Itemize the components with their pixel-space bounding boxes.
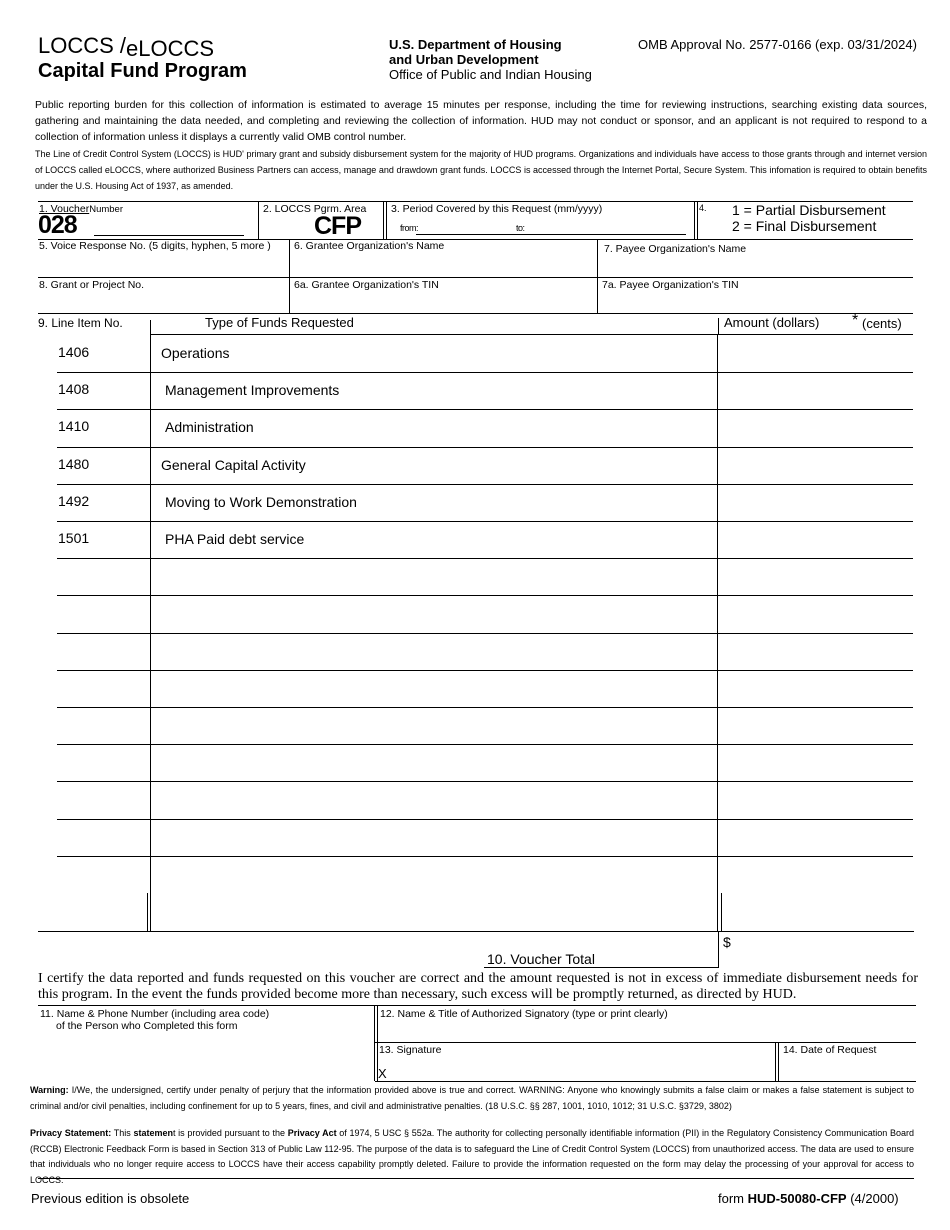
period-covered-label: 3. Period Covered by this Request (mm/yyyy) <box>391 203 603 215</box>
table-row <box>57 409 913 447</box>
line-item-amount[interactable] <box>720 634 913 669</box>
col-type-of-funds: Type of Funds Requested <box>205 315 354 330</box>
voucher-number-label: 1. VoucherNumber <box>39 203 123 215</box>
payee-name-field[interactable] <box>598 240 913 276</box>
dollar-sign: $ <box>723 934 731 950</box>
line-item-header <box>38 314 913 334</box>
certification-statement: I certify the data reported and funds requested on this voucher are correct and the amount requested is not in excess of immediate disbursement needs for this program. In the event the funds provided become more than necessary, such excess will be promptly returned, as directed by HUD. <box>38 971 918 1002</box>
table-row <box>57 521 913 558</box>
disbursement-type-label: 4. <box>699 203 707 213</box>
warning-statement: Warning: I/We, the undersigned, certify under penalty of perjury that the information provided above is true and correct. WARNING: Anyone who knowingly submits a false claim or makes a false statement is subject to criminal and/or civil penalties, including confinement for up to 5 years, fines, and civil and administrative penalties. (18 U.S.C. §§ 287, 1001, 1010, 1012; 31 U.S.C. §3729, 3802) <box>30 1085 914 1111</box>
line-item-type: General Capital Activity <box>161 457 306 473</box>
date-of-request-field[interactable] <box>780 1043 916 1080</box>
title-loccs: LOCCS / <box>38 33 127 58</box>
table-row <box>57 595 913 633</box>
dept-line-2: and Urban Development <box>389 52 539 67</box>
grant-number-label: 8. Grant or Project No. <box>39 279 145 291</box>
date-of-request-label: 14. Date of Request <box>783 1044 877 1056</box>
line-item-number: 1480 <box>58 456 90 472</box>
line-item-type: Moving to Work Demonstration <box>165 494 357 510</box>
burden-statement: Public reporting burden for this collection of information is estimated to average 15 minutes per response, including the time for reviewing instructions, searching existing data sources, gathering and maintaining the data needed, and completing and reviewing the collection of information. HUD may not conduct or sponsor, and an applicant is not required to respond to a collection of information unless it displays a currently valid OMB control number. <box>35 99 927 143</box>
signature-mark: X <box>378 1066 387 1081</box>
grantee-name-label: 6. Grantee Organization's Name <box>294 240 445 252</box>
signatory-field[interactable] <box>380 1006 916 1041</box>
table-row <box>57 819 913 856</box>
table-row <box>57 707 913 744</box>
grantee-name-field[interactable] <box>290 240 596 276</box>
line-item-number: 1492 <box>58 493 90 509</box>
line-item-amount[interactable] <box>720 708 913 743</box>
table-row <box>57 744 913 781</box>
voucher-total-amount[interactable] <box>723 934 913 964</box>
table-row <box>57 372 913 409</box>
line-item-amount[interactable] <box>720 336 913 371</box>
line-item-amount[interactable] <box>720 448 913 483</box>
table-row <box>57 335 913 372</box>
line-item-amount[interactable] <box>720 410 913 446</box>
line-item-amount[interactable] <box>720 857 913 892</box>
dept-line-3: Office of Public and Indian Housing <box>389 67 592 82</box>
title-eloccs: eLOCCS <box>126 36 215 61</box>
signature-label: 13. Signature <box>379 1044 442 1056</box>
name-phone-label-line1: 11. Name & Phone Number (including area code) <box>40 1008 270 1020</box>
voice-response-field[interactable] <box>38 240 288 276</box>
obsolete-notice: Previous edition is obsolete <box>31 1191 190 1206</box>
voucher-number-field[interactable] <box>38 202 256 238</box>
omb-approval: OMB Approval No. 2577-0166 (exp. 03/31/2024) <box>638 37 917 52</box>
disbursement-option-final: 2 = Final Disbursement <box>732 218 877 234</box>
signature-field[interactable] <box>378 1043 773 1080</box>
line-item-number: 1501 <box>58 530 90 546</box>
table-row <box>57 447 913 484</box>
table-row <box>57 484 913 521</box>
department-name <box>389 37 592 82</box>
table-row <box>57 856 913 893</box>
form-title <box>38 33 215 61</box>
period-from-label: from: <box>400 223 419 233</box>
table-row <box>57 633 913 670</box>
period-to-label: to: <box>516 223 525 233</box>
period-covered-field[interactable] <box>389 202 691 238</box>
table-row <box>57 670 913 707</box>
line-item-amount[interactable] <box>720 782 913 818</box>
line-item-number: 1410 <box>58 418 90 434</box>
grantee-tin-field[interactable] <box>290 278 596 312</box>
table-row <box>57 558 913 595</box>
line-item-amount[interactable] <box>720 485 913 520</box>
name-phone-label-line2: of the Person who Completed this form <box>56 1020 238 1032</box>
loccs-statement: The Line of Credit Control System (LOCCS) is HUD' primary grant and subsidy disbursement system for the majority of HUD programs. Organizations and individuals have access to those grants through and internet version of LOCCS called eLOCCS, where authorized Business Partners can access, manage and drawdown grant funds. LOCCS is accessed through the Internet Portal, Secure System. This infomation is required to obtain benefits under the U.S. Housing Act of 1937, as amended. <box>35 149 927 191</box>
voucher-number-value: 028 <box>38 211 77 239</box>
table-row <box>57 781 913 819</box>
col-amount: Amount (dollars) <box>724 315 820 330</box>
line-item-amount[interactable] <box>720 559 913 594</box>
signatory-label: 12. Name & Title of Authorized Signatory (type or print clearly) <box>380 1008 668 1020</box>
line-item-type: Administration <box>165 419 254 435</box>
program-area-value: CFP <box>314 212 361 240</box>
grant-number-field[interactable] <box>38 278 288 312</box>
line-item-type: Management Improvements <box>165 382 340 398</box>
program-area-field[interactable] <box>259 202 381 238</box>
program-title: Capital Fund Program <box>38 60 247 82</box>
payee-tin-label: 7a. Payee Organization's TIN <box>602 279 739 291</box>
privacy-statement: Privacy Statement: This statement is provided pursuant to the Privacy Act of 1974, 5 USC § 552a. The authority for collecting personally identifiable information (PII) in the Regulatory Consistency Communication Board (RCCB) Electronic Feedback Form is based in Section 313 of Public Law 112-95. The purpose of the data is to safeguard the Line of Credit Control System (LOCCS) from unauthorized access. The data are used to ensure that individuals who no longer require access to LOCCS have their access capability promptly deleted. Failure to provide the information requested on the form may delay the processing of your approval for access to LOCCS. <box>30 1128 914 1185</box>
col-star: * <box>852 312 859 329</box>
line-item-amount[interactable] <box>720 522 913 557</box>
voucher-total-label: 10. Voucher Total <box>487 951 595 967</box>
disbursement-option-partial: 1 = Partial Disbursement <box>732 202 886 218</box>
form-number: form HUD-50080-CFP (4/2000) <box>718 1191 899 1206</box>
disbursement-type-field[interactable] <box>698 202 913 238</box>
line-item-amount[interactable] <box>720 373 913 408</box>
program-area-label: 2. LOCCS Pgrm. Area <box>263 203 367 215</box>
line-item-amount[interactable] <box>720 820 913 855</box>
dept-line-1: U.S. Department of Housing <box>389 37 562 52</box>
payee-tin-field[interactable] <box>598 278 913 312</box>
line-item-type: PHA Paid debt service <box>165 531 305 547</box>
name-phone-field[interactable] <box>38 1006 372 1080</box>
line-item-number: 1406 <box>58 344 90 360</box>
line-item-amount[interactable] <box>720 745 913 780</box>
grantee-tin-label: 6a. Grantee Organization's TIN <box>294 279 439 291</box>
line-item-amount[interactable] <box>720 671 913 706</box>
col-cents: (cents) <box>862 316 902 331</box>
col-line-item-no: 9. Line Item No. <box>38 316 123 330</box>
payee-name-label: 7. Payee Organization's Name <box>604 243 747 255</box>
line-item-type: Operations <box>161 345 230 361</box>
line-item-number: 1408 <box>58 381 90 397</box>
voice-response-label: 5. Voice Response No. (5 digits, hyphen, 5 more ) <box>39 240 271 252</box>
line-item-amount[interactable] <box>720 596 913 632</box>
